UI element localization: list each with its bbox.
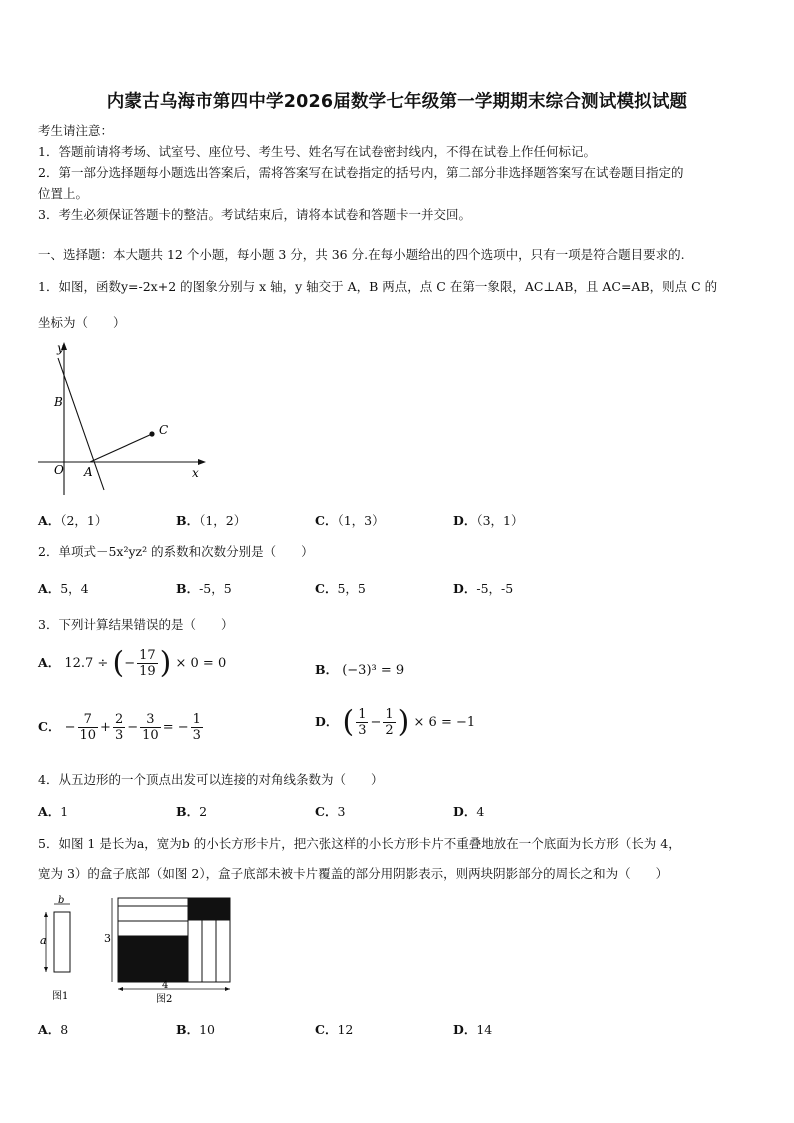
q1-option-b[interactable]: B．（1，2） (176, 513, 247, 528)
b-label: b (58, 895, 65, 906)
figure-1-label: 图1 (52, 991, 69, 1002)
q3-option-b[interactable]: B． (−3)³ = 9 (315, 662, 405, 678)
small-card (54, 912, 70, 972)
q4-option-c[interactable]: C．3 (315, 804, 346, 819)
a-arrow-bottom (44, 967, 48, 972)
q1-stem-line1: 1．如图，函数y=-2x+2 的图象分别与 x 轴，y 轴交于 A，B 两点，点 C 在第一象限，AC⊥AB，且 AC=AB，则点 C 的 (38, 279, 718, 294)
q5-stem-line2: 宽为 3）的盒子底部（如图 2），盒子底部未被卡片覆盖的部分用阴影表示，则两块阴影部分的周长之和为（ ） (38, 866, 669, 881)
q4-option-b[interactable]: B．2 (176, 804, 208, 819)
point-c-label: C (159, 423, 169, 437)
q1-option-c[interactable]: C．（1，3） (315, 513, 385, 528)
q4-option-a[interactable]: A．1 (38, 804, 69, 819)
width-arrow-right (225, 987, 230, 991)
section-heading: 一、选择题：本大题共 12 个小题，每小题 3 分，共 36 分.在每小题给出的四个选项中，只有一项是符合题目要求的. (38, 247, 685, 262)
x-label: x (192, 466, 199, 480)
figure-2-label: 图2 (156, 994, 173, 1005)
point-b-label: B (54, 395, 63, 409)
page-title: 内蒙古乌海市第四中学2026届数学七年级第一学期期末综合测试模拟试题 (106, 92, 688, 112)
point-a-label: A (84, 465, 93, 479)
q2-option-d[interactable]: D．-5，-5 (453, 581, 514, 596)
q5-option-b[interactable]: B．10 (176, 1022, 215, 1037)
card-horizontal-3 (118, 921, 188, 936)
a-label: a (40, 934, 47, 947)
figure-1 (40, 895, 70, 1002)
card-vertical-2 (202, 920, 216, 982)
x-axis-arrow (198, 459, 206, 465)
notice-item-2: 2．第一部分选择题每小题选出答案后，需将答案写在试卷指定的括号内，第二部分非选择题答案写在试卷题目指定的 (38, 165, 684, 180)
figure-2 (104, 898, 230, 1005)
a-arrow-top (44, 912, 48, 917)
q3-stem: 3．下列计算结果错误的是（ ） (38, 617, 234, 632)
shaded-region-top-right (188, 898, 230, 920)
q2-option-a[interactable]: A．5，4 (38, 581, 89, 596)
q1-option-a[interactable]: A．（2，1） (38, 513, 108, 528)
q1-stem-line2: 坐标为（ ） (38, 315, 126, 330)
q5-figure (34, 892, 244, 1010)
width-label: 4 (162, 980, 169, 991)
q1-option-d[interactable]: D．（3，1） (453, 513, 524, 528)
q4-stem: 4．从五边形的一个顶点出发可以连接的对角线条数为（ ） (38, 772, 384, 787)
card-horizontal-1 (118, 898, 188, 906)
q4-option-d[interactable]: D．4 (453, 804, 485, 819)
q5-stem-line1: 5．如图 1 是长为a，宽为b 的小长方形卡片，把六张这样的小长方形卡片不重叠地放在一个底面为长方形（长为 4， (38, 836, 681, 851)
card-horizontal-2 (118, 906, 188, 921)
width-arrow-left (118, 987, 123, 991)
notice-heading: 考生请注意： (38, 123, 114, 138)
q3-option-c[interactable]: C． − $\frac{7}{10}$ + $\frac{2}{3}$ − $\frac{3}{10}$ = − $\frac{1}{3}$ (38, 712, 201, 743)
origin-label: O (54, 463, 64, 477)
notice-item-1: 1．答题前请将考场、试室号、座位号、考生号、姓名写在试卷密封线内，不得在试卷上作任何标记。 (38, 144, 596, 159)
q2-stem: 2．单项式－5x²yz² 的系数和次数分别是（ ） (38, 544, 314, 559)
notice-item-2-cont: 位置上。 (38, 186, 89, 201)
height-label: 3 (104, 932, 111, 945)
q5-option-d[interactable]: D．14 (453, 1022, 493, 1037)
card-vertical-3 (216, 920, 230, 982)
point-c (149, 431, 154, 436)
q5-option-c[interactable]: C．12 (315, 1022, 354, 1037)
y-label: y (57, 341, 64, 355)
notice-item-3: 3．考生必须保证答题卡的整洁。考试结束后，请将本试卷和答题卡一并交回。 (38, 207, 471, 222)
line-ab (58, 358, 104, 490)
q3-option-d[interactable]: D． ( $\frac{1}{3}$ − $\frac{1}{2}$ ) × 6 = −1 (315, 704, 476, 740)
q2-option-b[interactable]: B．-5，5 (176, 581, 232, 596)
q5-option-a[interactable]: A．8 (38, 1022, 69, 1037)
shaded-region-bottom-left (118, 936, 188, 982)
q2-option-c[interactable]: C．5，5 (315, 581, 366, 596)
card-vertical-1 (188, 920, 202, 982)
q3-option-a[interactable]: A． 12.7 ÷ (− $\frac{17}{19}$ ) × 0 = 0 (38, 645, 227, 681)
q1-figure (34, 340, 214, 500)
segment-ac (90, 434, 152, 462)
